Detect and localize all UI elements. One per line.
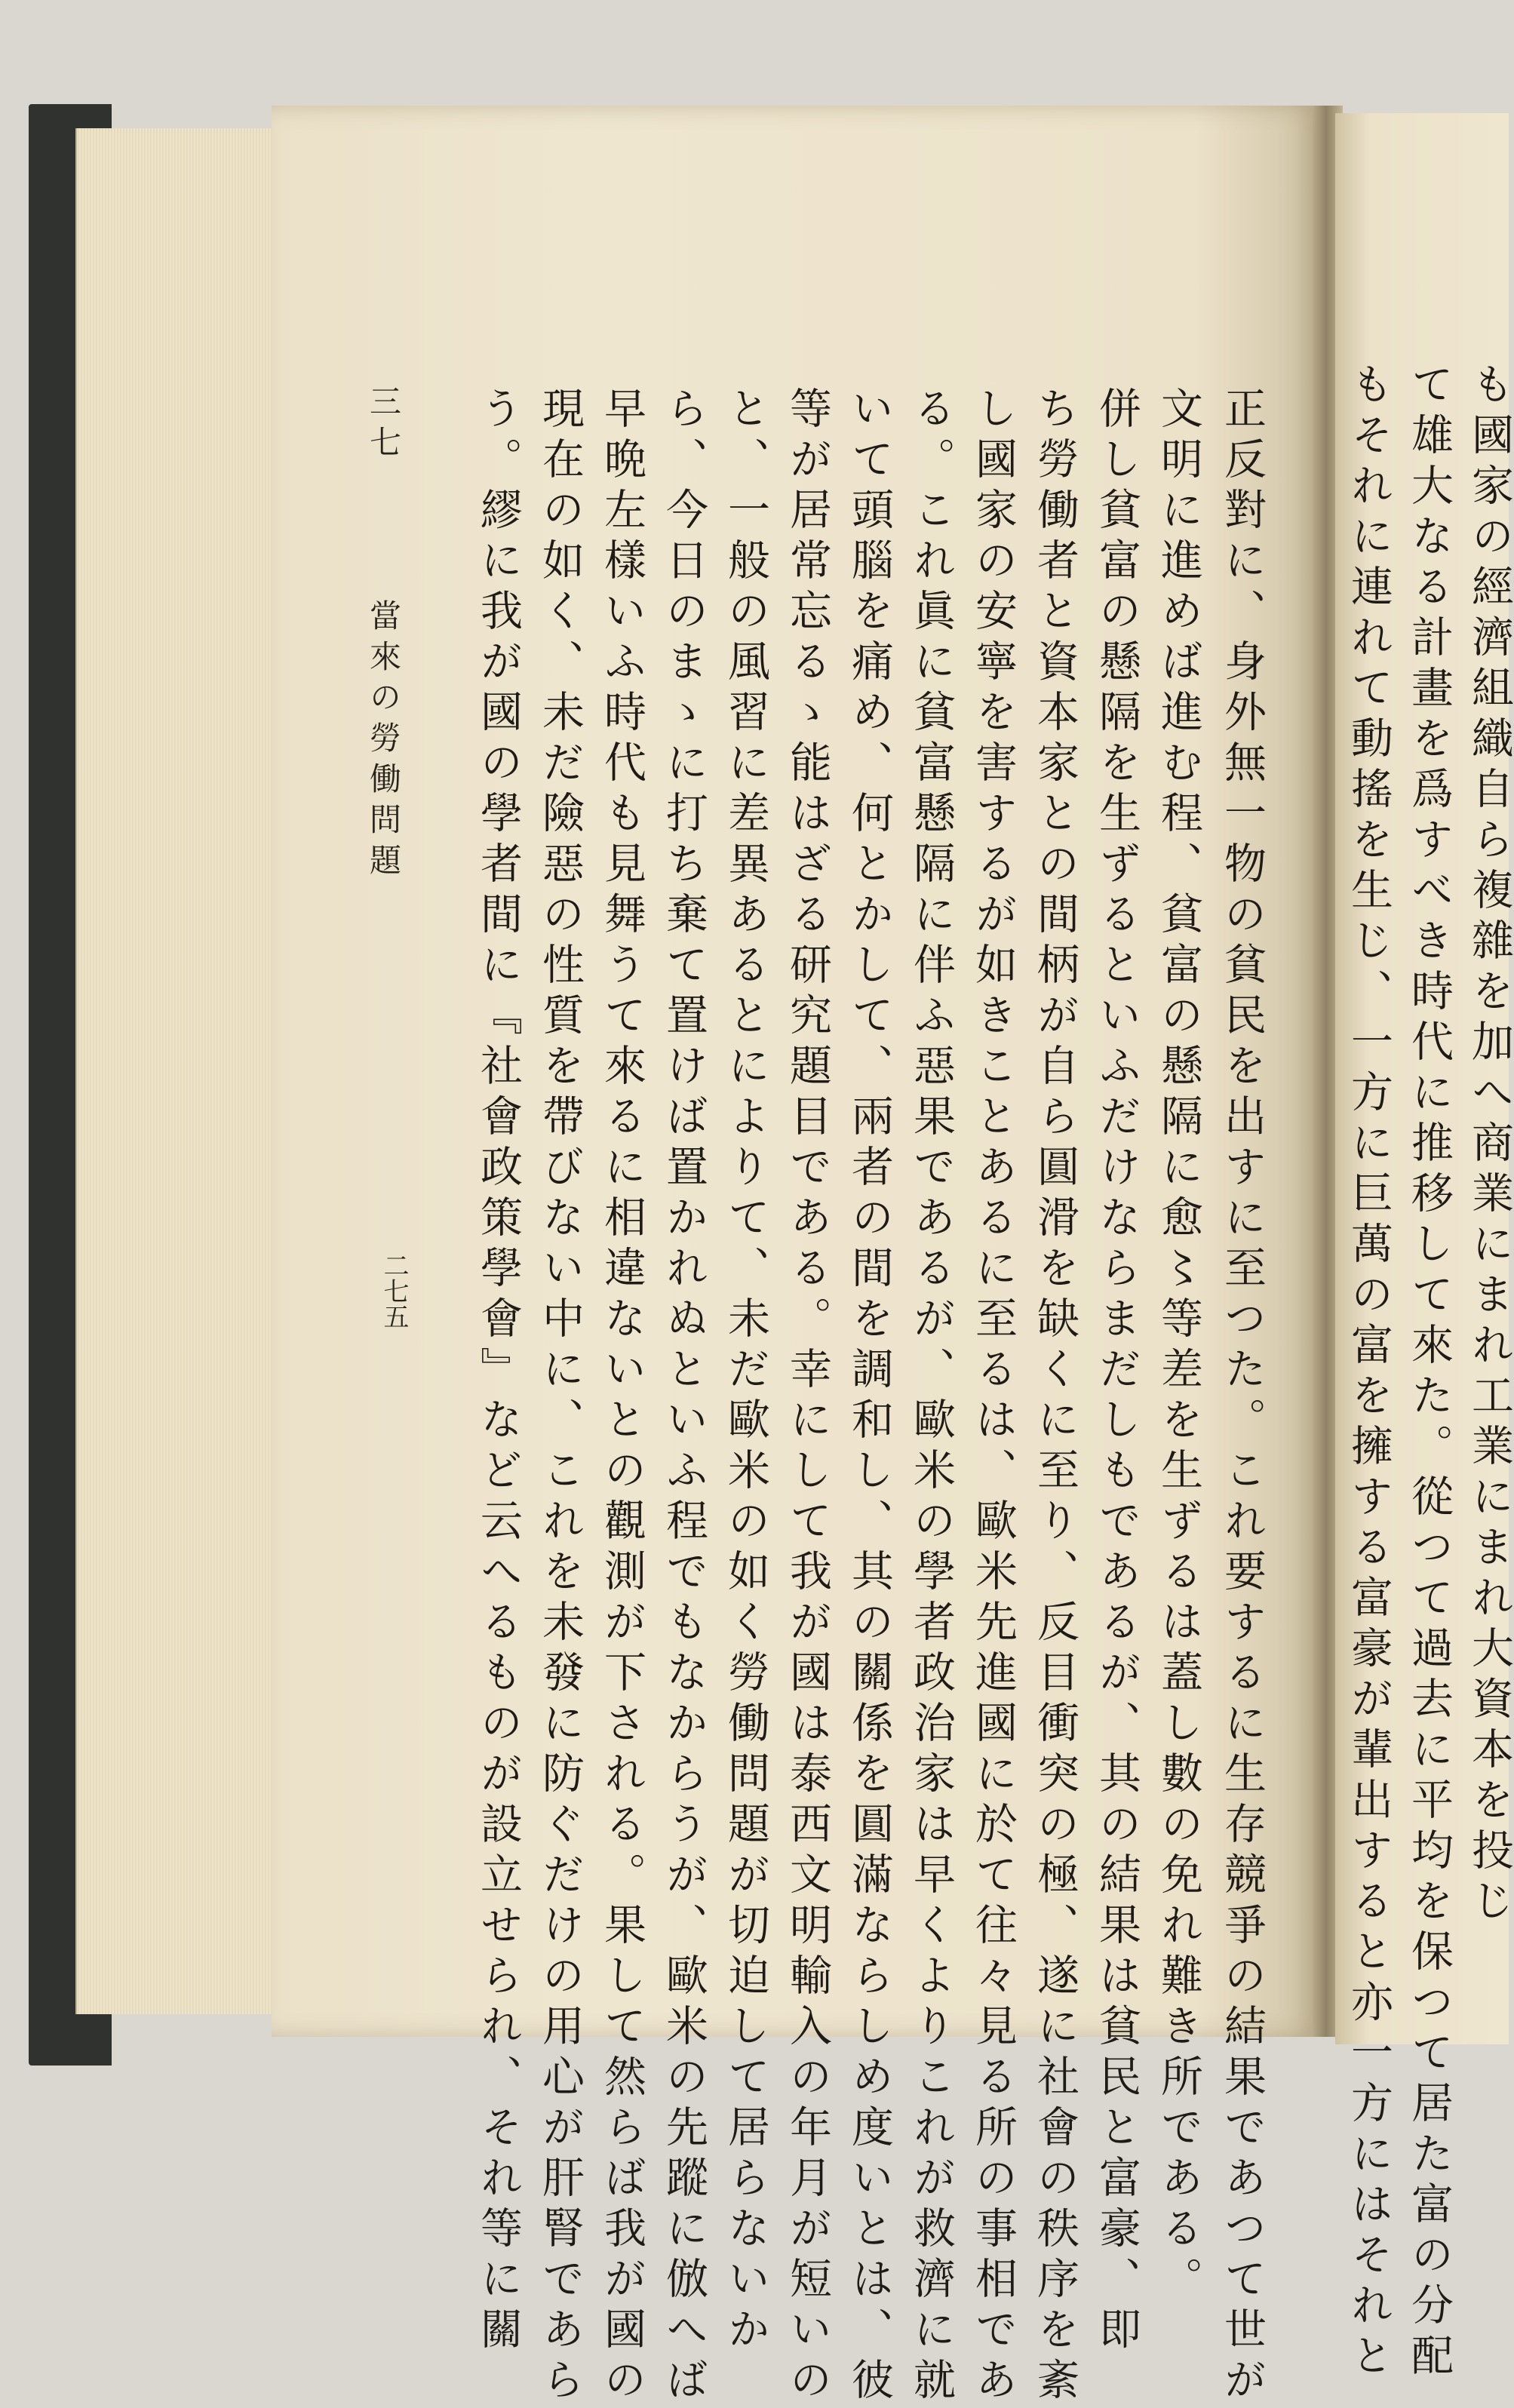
body-line: 等が居常忘るゝ能はざる研究題目である。幸にして我が國は泰西文明輸入の年月が短いの (783, 386, 832, 2408)
body-line: る。これ眞に貧富懸隔に伴ふ惡果であるが、歐米の學者政治家は早くよりこれが救濟に就 (907, 386, 956, 2408)
page-edges (75, 128, 303, 2014)
right-page-line: もそれに連れて動搖を生じ、一方に巨萬の富を擁する富豪が輩出すると亦一方にはそれと (1344, 362, 1393, 2384)
body-line: いて頭腦を痛め、何とかして、兩者の間を調和し、其の關係を圓滿ならしめ度いとは、彼 (845, 386, 894, 2408)
running-header (361, 385, 406, 884)
body-line: 文明に進めば進む程、貧富の懸隔に愈〻等差を生ずるは蓋し數の免れ難き所である。 (1154, 386, 1203, 2307)
body-line: 併し貧富の懸隔を生ずるといふだけならまだしもであるが、其の結果は貧民と富豪、即 (1092, 386, 1141, 2357)
right-page (1335, 113, 1514, 2384)
body-line: し國家の安寧を害するが如きことあるに至るは、歐米先進國に於て往々見る所の事相であ (969, 386, 1018, 2408)
header-spacer (365, 512, 402, 553)
body-line: ち勞働者と資本家との間柄が自ら圓滑を缺くに至り、反目衝突の極、遂に社會の秩序を紊 (1030, 386, 1079, 2408)
right-page-line: て雄大なる計畫を爲すべき時代に推移して來た。從つて過去に平均を保つて居た富の分配 (1405, 362, 1454, 2384)
section-number: 三七 (365, 385, 402, 466)
body-line: 正反對に、身外無一物の貧民を出すに至つた。これ要するに生存競爭の結果であつて世が (1218, 386, 1267, 2408)
body-line: 現在の如く、未だ險惡の性質を帶びない中に、これを未發に防ぐだけの用心が肝腎であら (536, 386, 585, 2408)
body-line: う。繆に我が國の學者間に『社會政策學會』など云へるものが設立せられ、それ等に關 (474, 386, 523, 2357)
body-line: と、一般の風習に差異あるとによりて、未だ歐米の如く勞働問題が切迫して居らないか (721, 386, 770, 2357)
right-page-line: も國家の經濟組織自ら複雜を加へ商業にまれ工業にまれ大資本を投じ (1465, 362, 1514, 1929)
chapter-title: 當來の勞働問題 (365, 599, 402, 884)
page-number: 二七五 (379, 1252, 409, 1329)
body-line: 早晩左樣いふ時代も見舞うて來るに相違ないとの觀測が下される。果して然らば我が國の (597, 386, 646, 2408)
body-line: ら、今日のまゝに打ち棄て置けば置かれぬといふ程でもなからうが、歐米の先蹤に倣へば (659, 386, 708, 2408)
